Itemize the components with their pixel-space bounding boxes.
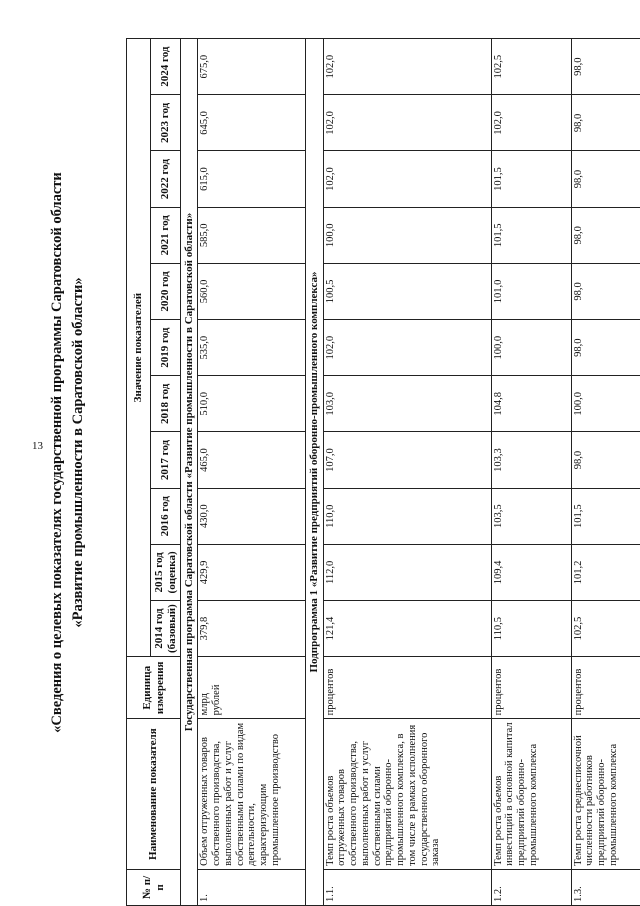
document-title-line1: «Сведения о целевых показателях государственной программы Саратовской области: [49, 172, 65, 733]
header-year: 2015 год (оценка): [151, 544, 181, 600]
row-value: 109,4: [491, 544, 571, 600]
header-year: 2024 год: [151, 39, 181, 95]
header-year: 2018 год: [151, 376, 181, 432]
table-row: [571, 39, 640, 906]
header-year: 2021 год: [151, 207, 181, 263]
row-name: Темп роста среднесписочной численности работников предприятий оборонно-промышленного комплекса: [571, 719, 640, 870]
row-value: 102,0: [323, 39, 491, 95]
row-unit: процентов: [491, 657, 571, 719]
row-value: 98,0: [571, 207, 640, 263]
row-value: 535,0: [198, 320, 306, 376]
row-value: 101,5: [491, 207, 571, 263]
row-value: 100,0: [323, 207, 491, 263]
row-unit: процентов: [571, 657, 640, 719]
table-row: [323, 39, 491, 906]
row-name: Темп роста объемов инвестиций в основной капитал предприятий оборонно-промышленного комплекса: [491, 719, 571, 870]
row-value: 615,0: [198, 151, 306, 207]
header-year: 2017 год: [151, 432, 181, 488]
section-row: [181, 39, 198, 906]
row-value: 98,0: [571, 95, 640, 151]
row-value: 98,0: [571, 432, 640, 488]
row-value: 98,0: [571, 39, 640, 95]
row-value: 510,0: [198, 376, 306, 432]
row-value: 101,5: [491, 151, 571, 207]
row-value: 100,0: [491, 320, 571, 376]
row-value: 102,0: [323, 151, 491, 207]
table-row: [198, 39, 306, 906]
row-value: 465,0: [198, 432, 306, 488]
row-value: 103,0: [323, 376, 491, 432]
row-value: 104,8: [491, 376, 571, 432]
header-year: 2020 год: [151, 263, 181, 319]
header-year: 2022 год: [151, 151, 181, 207]
row-name: Темп роста объемов отгруженных товаров собственного производства, выполненных работ и услуг собственными силами предприятий оборонно-промышленного комплекса, в том числе в рамках исполнения государственного оборонного заказа: [323, 719, 491, 870]
row-value: 98,0: [571, 320, 640, 376]
row-num: 1.2.: [491, 869, 571, 905]
row-value: 110,5: [491, 601, 571, 657]
indicators-table: [126, 38, 640, 906]
row-value: 110,0: [323, 488, 491, 544]
section-row: [306, 39, 323, 906]
row-value: 102,0: [323, 320, 491, 376]
row-value: 585,0: [198, 207, 306, 263]
row-value: 98,0: [571, 151, 640, 207]
section-program: Государственная программа Саратовской области «Развитие промышленности в Саратовской области»: [181, 39, 198, 906]
row-value: 100,5: [323, 263, 491, 319]
row-value: 675,0: [198, 39, 306, 95]
table-row: [491, 39, 571, 906]
row-value: 102,0: [323, 95, 491, 151]
row-value: 103,5: [491, 488, 571, 544]
row-num: 1.1.: [323, 869, 491, 905]
row-value: 102,0: [491, 95, 571, 151]
row-value: 102,5: [491, 39, 571, 95]
row-value: 103,3: [491, 432, 571, 488]
row-value: 101,5: [571, 488, 640, 544]
row-value: 121,4: [323, 601, 491, 657]
header-year: 2016 год: [151, 488, 181, 544]
indicators-table-container: [126, 38, 640, 906]
header-year: 2019 год: [151, 320, 181, 376]
row-unit: процентов: [323, 657, 491, 719]
row-value: 430,0: [198, 488, 306, 544]
row-value: 98,0: [571, 263, 640, 319]
section-subprogram: Подпрограмма 1 «Развитие предприятий оборонно-промышленного комплекса»: [306, 39, 323, 906]
row-num: 1.3.: [571, 869, 640, 905]
row-value: 101,2: [571, 544, 640, 600]
header-values-group: Значение показателей: [127, 39, 151, 657]
row-name: Объем отгруженных товаров собственного производства, выполненных работ и услуг собственными силами по видам деятельности, характеризующим промышленное производство: [198, 719, 306, 870]
page-number: 13: [32, 440, 43, 452]
row-value: 112,0: [323, 544, 491, 600]
header-row-1: [127, 39, 151, 906]
header-num: № п/п: [127, 869, 181, 905]
row-value: 101,0: [491, 263, 571, 319]
header-name: Наименование показателя: [127, 719, 181, 870]
row-value: 102,5: [571, 601, 640, 657]
row-num: 1.: [198, 869, 306, 905]
row-value: 429,9: [198, 544, 306, 600]
header-year: 2014 год (базовый): [151, 601, 181, 657]
document-title-line2: «Развитие промышленности в Саратовской области»: [70, 277, 86, 628]
row-value: 100,0: [571, 376, 640, 432]
header-year: 2023 год: [151, 95, 181, 151]
row-value: 107,0: [323, 432, 491, 488]
row-value: 560,0: [198, 263, 306, 319]
row-value: 379,8: [198, 601, 306, 657]
row-value: 645,0: [198, 95, 306, 151]
row-unit: млрд рублей: [198, 657, 306, 719]
header-unit: Единица измерения: [127, 657, 181, 719]
